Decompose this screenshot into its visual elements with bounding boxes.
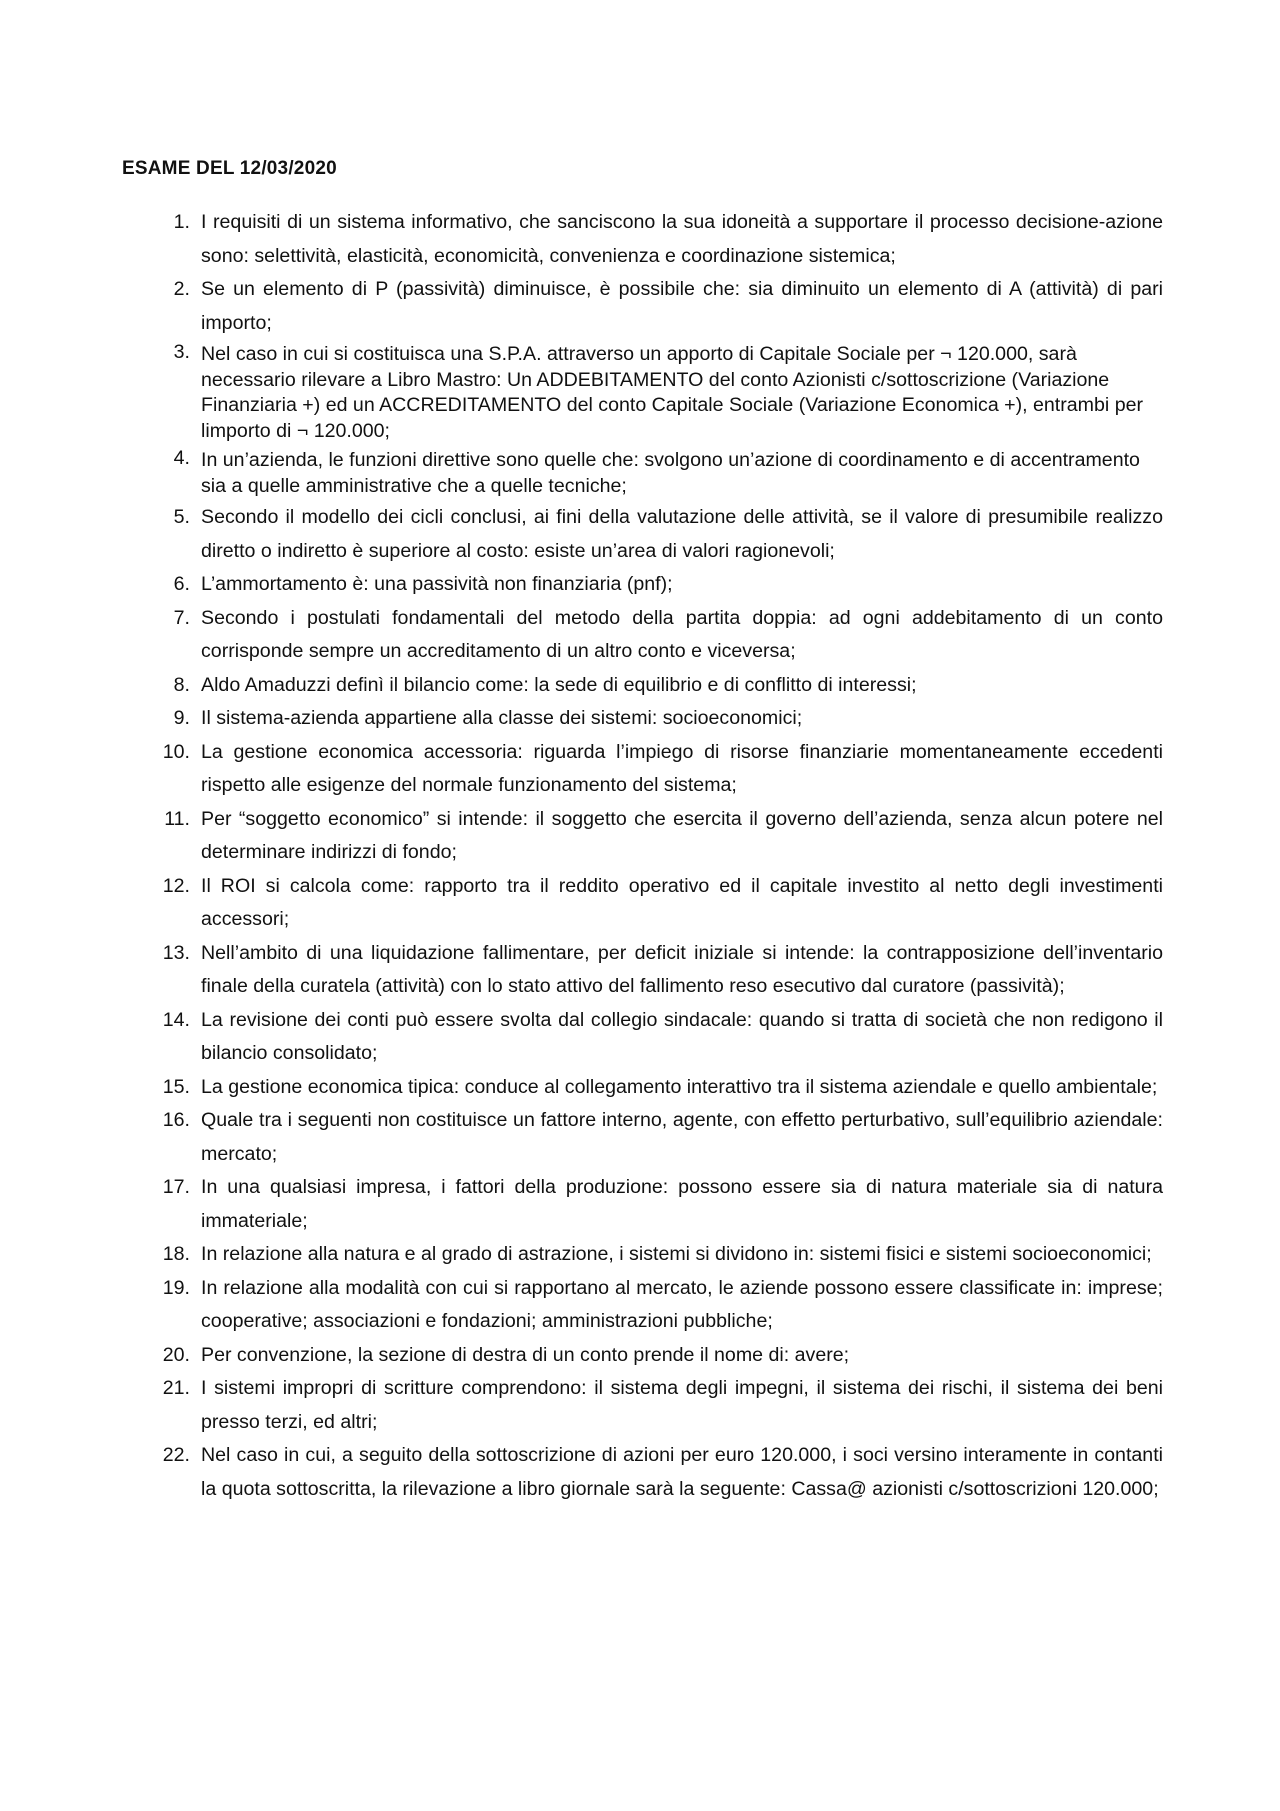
item-number: 21. [162, 1377, 190, 1399]
item-text: La gestione economica accessoria: riguarda l’impiego di risorse finanziarie momentaneamente eccedenti rispetto alle esigenze del normale funzionamento del sistema; [201, 740, 1163, 796]
item-text: La revisione dei conti può essere svolta dal collegio sindacale: quando si tratta di società che non redigono il bilancio consolidato; [201, 1008, 1163, 1064]
list-item [0, 870, 1163, 937]
list-item [0, 446, 1163, 501]
item-number: 7. [173, 606, 190, 629]
item-number: 12. [162, 874, 190, 897]
list-item [0, 1372, 1163, 1439]
item-number: 22. [162, 1444, 190, 1466]
item-number: 6. [173, 573, 190, 595]
list-item [0, 1238, 1163, 1272]
list-item [0, 736, 1163, 803]
list-item [0, 602, 1163, 669]
list-item [0, 937, 1163, 1004]
list-item [0, 206, 1163, 273]
item-number: 8. [173, 673, 190, 696]
item-number: 13. [162, 941, 190, 964]
item-number: 4. [173, 447, 190, 469]
item-number: 18. [162, 1243, 190, 1265]
item-text: Secondo il modello dei cicli conclusi, ai fini della valutazione delle attività, se il valore di presumibile realizzo diretto o indiretto è superiore al costo: esiste un’area di valori ragionevoli; [201, 506, 1163, 562]
item-number: 5. [173, 506, 190, 528]
list-item [0, 1171, 1163, 1238]
item-text: I sistemi impropri di scritture comprendono: il sistema degli impegni, il sistema dei rischi, il sistema dei beni presso terzi, ed altri; [201, 1377, 1163, 1433]
item-text: In relazione alla modalità con cui si rapportano al mercato, le aziende possono essere classificate in: imprese; cooperative; associazioni e fondazioni; amministrazioni pubbliche; [201, 1276, 1163, 1332]
page-title: ESAME DEL 12/03/2020 [122, 158, 337, 179]
item-text: I requisiti di un sistema informativo, che sanciscono la sua idoneità a supportare il processo decisione-azione sono: selettività, elasticità, economicità, convenienza e coordinazione sistemica; [201, 211, 1163, 267]
list-item [0, 501, 1163, 568]
item-text: La gestione economica tipica: conduce al collegamento interattivo tra il sistema aziendale e quello ambientale; [201, 1075, 1158, 1098]
list-item [0, 1272, 1163, 1339]
item-text: Quale tra i seguenti non costituisce un fattore interno, agente, con effetto perturbativo, sull’equilibrio aziendale: mercato; [201, 1109, 1163, 1165]
item-number: 15. [162, 1075, 190, 1098]
item-number: 16. [162, 1109, 190, 1131]
item-text: Per “soggetto economico” si intende: il soggetto che esercita il governo dell’azienda, senza alcun potere nel determinare indirizzi di fondo; [201, 807, 1163, 863]
item-text: Se un elemento di P (passività) diminuisce, è possibile che: sia diminuito un elemento di A (attività) di pari importo; [201, 278, 1163, 334]
item-text: Nel caso in cui, a seguito della sottoscrizione di azioni per euro 120.000, i soci versino interamente in contanti la quota sottoscritta, la rilevazione a libro giornale sarà la seguente: Cassa@ azionisti c/sottoscrizioni 120.000; [201, 1444, 1163, 1500]
item-text: L’ammortamento è: una passività non finanziaria (pnf); [201, 573, 673, 595]
item-number: 1. [173, 211, 190, 233]
item-text: Nell’ambito di una liquidazione fallimentare, per deficit iniziale si intende: la contrapposizione dell’inventario finale della curatela (attività) con lo stato attivo del fallimento reso esecutivo dal curatore (passività); [201, 941, 1163, 997]
item-number: 19. [162, 1276, 190, 1299]
list-item [0, 1339, 1163, 1373]
item-number: 14. [162, 1008, 190, 1031]
list-item [0, 1071, 1163, 1105]
item-number: 3. [173, 341, 190, 363]
list-item [0, 1004, 1163, 1071]
item-number: 9. [173, 707, 190, 729]
item-text: In una qualsiasi impresa, i fattori della produzione: possono essere sia di natura materiale sia di natura immateriale; [201, 1176, 1163, 1232]
list-item [0, 803, 1163, 870]
list-item [0, 340, 1163, 446]
list-item [0, 702, 1163, 736]
item-text: Aldo Amaduzzi definì il bilancio come: la sede di equilibrio e di conflitto di interessi; [201, 673, 917, 696]
item-text: Il sistema-azienda appartiene alla classe dei sistemi: socioeconomici; [201, 707, 803, 729]
list-item [0, 1104, 1163, 1171]
item-text: Per convenzione, la sezione di destra di un conto prende il nome di: avere; [201, 1343, 850, 1366]
list-item [0, 669, 1163, 703]
item-text: In un’azienda, le funzioni direttive sono quelle che: svolgono un’azione di coordinamento e di accentramento sia a quelle amministrative che a quelle tecniche; [201, 449, 1140, 497]
item-number: 17. [162, 1176, 190, 1198]
item-text: Il ROI si calcola come: rapporto tra il reddito operativo ed il capitale investito al netto degli investimenti accessori; [201, 874, 1163, 930]
item-text: Secondo i postulati fondamentali del metodo della partita doppia: ad ogni addebitamento di un conto corrisponde sempre un accreditamento di un altro conto e viceversa; [201, 606, 1163, 662]
item-number: 10. [162, 740, 190, 763]
list-item [0, 568, 1163, 602]
question-list [0, 206, 1280, 1506]
item-number: 2. [173, 278, 190, 300]
item-text: In relazione alla natura e al grado di astrazione, i sistemi si dividono in: sistemi fisici e sistemi socioeconomici; [201, 1243, 1152, 1265]
item-text: Nel caso in cui si costituisca una S.P.A. attraverso un apporto di Capitale Sociale per ¬ 120.000, sarà necessario rilevare a Libro Mastro: Un ADDEBITAMENTO del conto Azionisti c/sottoscrizione (Variazione Finanziaria +) ed un ACCREDITAMENTO del conto Capitale Sociale (Variazione Economica +), entrambi per limporto di ¬ 120.000; [201, 343, 1144, 442]
item-number: 20. [162, 1343, 190, 1366]
item-number: 11. [164, 807, 190, 830]
list-item [0, 1439, 1163, 1506]
list-item [0, 273, 1163, 340]
